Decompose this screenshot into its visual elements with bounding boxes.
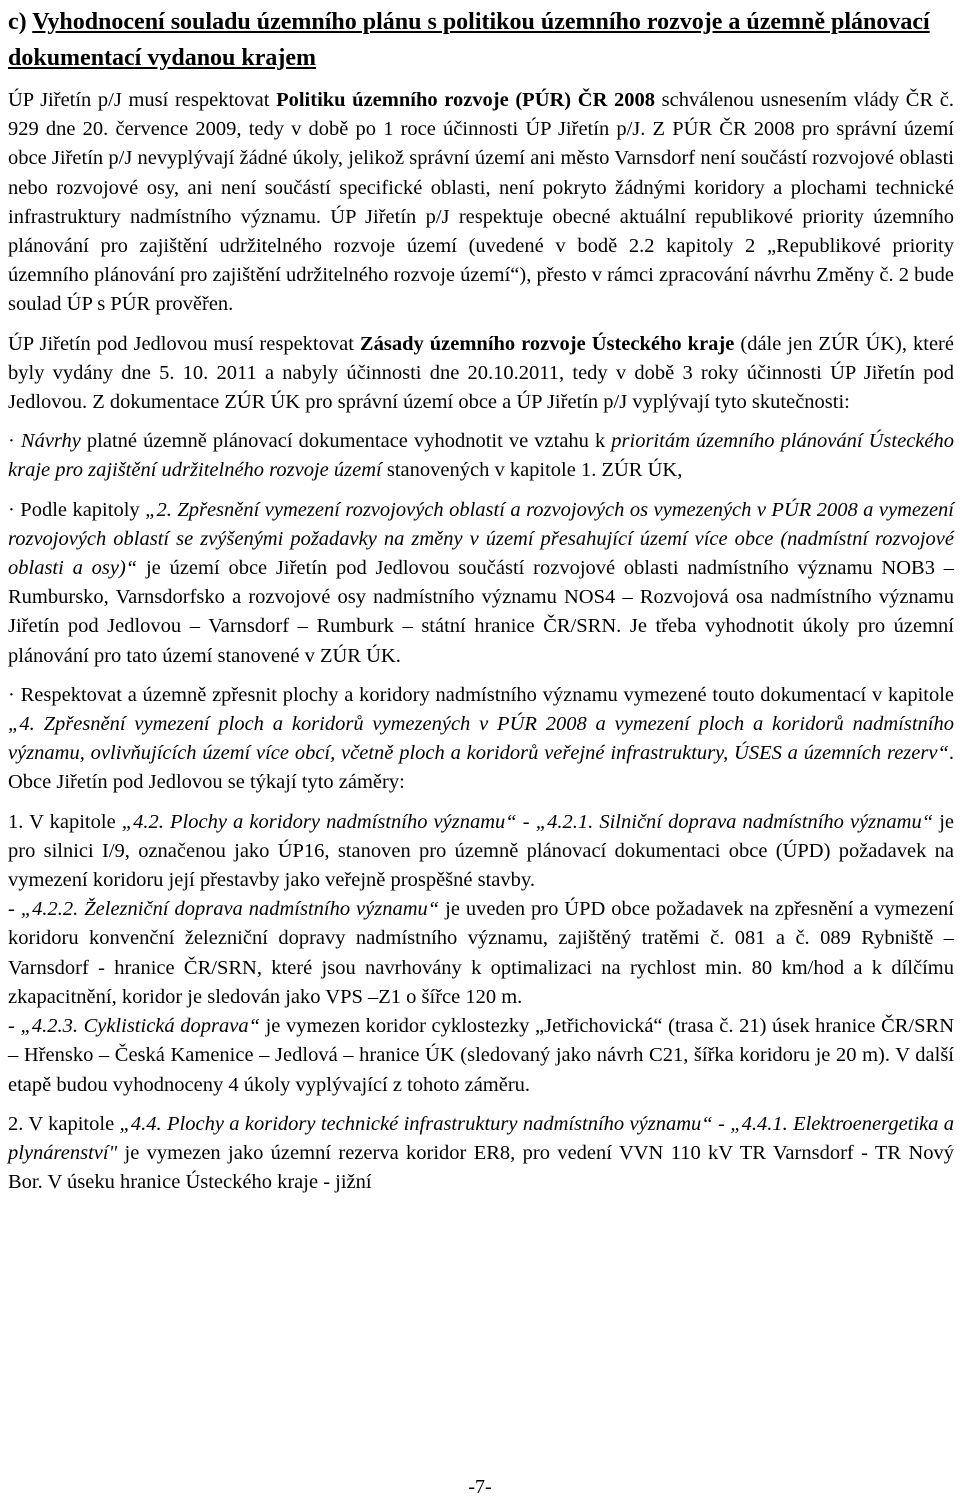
b3-text-2: . Obce Jiřetín pod Jedlovou se týkají tyto záměry: [8, 742, 954, 794]
dash-item-1 [8, 895, 954, 1012]
dash-item-2 [8, 1012, 954, 1100]
numbered-item-1 [8, 808, 954, 896]
b1-text-1: platné územně plánovací dokumentace vyhodnotit ve vztahu k [80, 430, 612, 453]
document-page [8, 0, 954, 1197]
page-number: -7- [468, 1476, 492, 1498]
n1-text-1: 1. V kapitole [8, 810, 122, 833]
n2-italic-1: „4.4. Plochy a koridory technické infrastruktury nadmístního významu“ [119, 1112, 713, 1135]
d2-text-1: - [8, 1015, 21, 1038]
p1-text-2: schválenou usnesením vlády ČR č. 929 dne 20. července 2009, tedy v době po 1 roce účinnosti ÚP Jiřetín p/J. Z PÚR ČR 2008 pro správní území obce Jiřetín p/J nevyplývají žádné úkoly, jelikož správní území ani město Varnsdorf není součástí rozvojové oblasti nebo rozvojové osy, ani není součástí specifické oblasti, není pokryto žádnými koridory a plochami technické infrastruktury nadmístního významu. ÚP Jiřetín p/J respektuje obecné aktuální republikové priority územního plánování pro zajištění udržitelného rozvoje území (uvedené v bodě 2.2 kapitoly 2 „Republikové priority územního plánování pro zajištění udržitelného rozvoje území“), přesto v rámci zpracování návrhu Změny č. 2 bude soulad ÚP s PÚR prověřen. [8, 89, 954, 316]
b2-text-1: Podle kapitoly [20, 498, 146, 521]
d2-text-2: je vymezen koridor cyklostezky „Jetřichovická“ (trasa č. 21) úsek hranice ČR/SRN – Hřensko – Česká Kamenice – Jedlová – hranice ÚK (sledovaný jako návrh C21, šířka koridoru je 20 m). V další etapě budou vyhodnoceny 4 úkoly vyplývající z tohoto záměru. [8, 1015, 955, 1096]
bullet-dot: · [8, 430, 21, 453]
n1-text-3: je pro silnici I/9, označenou jako ÚP16, stanoven pro územně plánovací dokumentaci obce (ÚPD) požadavek na vymezení koridoru její přestavby jako veřejně prospěšné stavby. [8, 810, 955, 892]
d1-text-1: - [8, 898, 21, 921]
bullet-dot: · [8, 498, 21, 521]
p2-text-2: (dále jen ZÚR ÚK), které byly vydány dne 5. 10. 2011 a nabyly účinnosti dne 20.10.2011, tedy v době 3 roky účinnosti ÚP Jiřetín pod Jedlovou. Z dokumentace ZÚR ÚK pro správní území obce a ÚP Jiřetín p/J vyplývají tyto skutečnosti: [8, 332, 954, 414]
p2-bold-zur: Zásady územního rozvoje Ústeckého kraje [359, 332, 735, 355]
n1-text-2: - [516, 810, 536, 833]
paragraph-pur [8, 86, 954, 320]
bullet-dot: · [8, 683, 21, 706]
n2-italic-2: „4.4.1. Elektroenergetika a plynárenství" [8, 1112, 955, 1164]
bullet-item-2 [8, 496, 954, 671]
d1-text-2: je uveden pro ÚPD obce požadavek na zpřesnění a vymezení koridoru konvenční železniční dopravy nadmístního významu, zajištěný tratěmi č. 081 a č. 089 Rybniště – Varnsdorf - hranice ČR/SRN, které jsou navrhovány k optimalizaci na rychlost min. 80 km/hod a k dílčímu zkapacitnění, koridor je sledován jako VPS –Z1 o šířce 120 m. [8, 898, 955, 1008]
bullet-item-1 [8, 427, 954, 485]
d1-italic-1: „4.2.2. Železniční doprava nadmístního významu“ [20, 898, 440, 921]
paragraph-zur [8, 330, 954, 418]
heading-prefix: c) [8, 9, 33, 35]
numbered-item-2 [8, 1110, 954, 1198]
b1-italic-2: prioritám územního plánování Ústeckého kraje pro zajištění udržitelného rozvoje území [8, 430, 954, 482]
p1-text-1: ÚP Jiřetín p/J musí respektovat [8, 89, 277, 111]
n2-text-1: 2. V kapitole [8, 1112, 120, 1135]
b1-italic-1: Návrhy [20, 430, 81, 453]
b3-italic-1: „4. Zpřesnění vymezení ploch a koridorů vymezených v PÚR 2008 a vymezení ploch a koridorů nadmístního významu, ovlivňujících území více obcí, včetně ploch a koridorů veřejné infrastruktury, ÚSES a územních rezerv“ [8, 713, 954, 765]
n2-text-2: - [712, 1112, 731, 1135]
p1-bold-pur: Politiku územního rozvoje (PÚR) ČR 2008 [276, 89, 655, 111]
n1-italic-2: „4.2.1. Silniční doprava nadmístního významu“ [535, 810, 934, 833]
n2-text-3: je vymezen jako územní rezerva koridor ER8, pro vedení VVN 110 kV TR Varnsdorf - TR Nový Bor. V úseku hranice Ústeckého kraje - jižní [8, 1141, 954, 1194]
heading-title: Vyhodnocení souladu územního plánu s politikou územního rozvoje a územně plánovací dokumentací vydanou krajem [8, 9, 930, 71]
bullet-item-3 [8, 681, 954, 798]
b2-text-2: je území obce Jiřetín pod Jedlovou součástí rozvojové oblasti nadmístního významu NOB3 – Rumbursko, Varnsdorfsko a rozvojové osy nadmístního významu NOS4 – Rozvojová osa nadmístního významu Jiřetín pod Jedlovou – Varnsdorf – Rumburk – státní hranice ČR/SRN. Je třeba vyhodnotit úkoly pro územní plánování pro tato území stanovené v ZÚR ÚK. [8, 557, 954, 667]
b2-italic-1: „2. Zpřesnění vymezení rozvojových oblastí a rozvojových os vymezených v PÚR 2008 a vymezení rozvojových oblastí se zvýšenými požadavky na změny v území přesahující území více obce (nadmístní rozvojové oblasti a osy)“ [8, 498, 954, 580]
p2-text-1: ÚP Jiřetín pod Jedlovou musí respektovat [8, 332, 360, 355]
b3-text-1: Respektovat a územně zpřesnit plochy a koridory nadmístního významu vymezené touto dokumentací v kapitole [20, 683, 954, 706]
b1-text-2: stanovených v kapitole 1. ZÚR ÚK, [381, 459, 683, 482]
section-heading [8, 4, 954, 76]
d2-italic-1: „4.2.3. Cyklistická doprava“ [20, 1015, 260, 1038]
n1-italic-1: „4.2. Plochy a koridory nadmístního významu“ [121, 810, 517, 833]
